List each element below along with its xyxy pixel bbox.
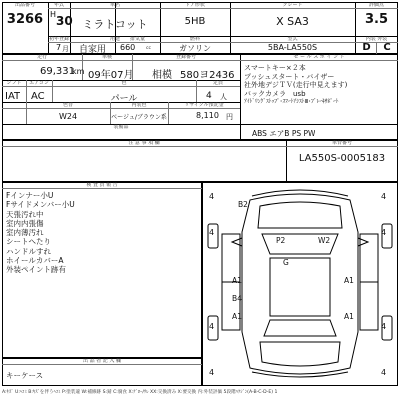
recycle-label: リサイクル預託金: [184, 102, 224, 108]
diagram-mark: 4: [381, 322, 387, 331]
chassis-label: 車台番号: [331, 140, 352, 146]
inspector-line: ハンドルすれ: [6, 246, 51, 256]
color-no-label: 色替: [62, 102, 73, 108]
inspector-line: ホイールカバーA: [6, 256, 64, 266]
inspection-label: 車検: [101, 54, 112, 60]
sales-points-list: [244, 64, 396, 107]
ac-label: エアコン: [29, 80, 49, 86]
car-name-label: 車名: [109, 2, 120, 8]
damage-code: W2: [318, 236, 331, 245]
diagram-mark: 4: [209, 192, 215, 201]
market-number: 580ヨ2436: [180, 70, 235, 81]
month-label: 初年登録: [48, 36, 69, 42]
ac-value: AC: [31, 91, 45, 102]
recycle-unit: 円: [226, 113, 233, 121]
doors-label: ドア形状: [185, 2, 205, 8]
seats-label: 定員: [212, 80, 223, 86]
seats-value: 4: [206, 91, 212, 101]
diagram-mark: 4: [209, 368, 215, 377]
recycle-value: 8,110: [196, 111, 219, 120]
doors-value: 5HB: [184, 16, 206, 27]
sales-point-line: 社外地デジＴＶ(走行中見えます): [244, 81, 348, 89]
equipment-value: ABS エアB PS PW: [252, 129, 316, 138]
diagram-mark: 4: [381, 192, 387, 201]
keycase-value: キーケース: [6, 371, 44, 380]
grade-label: グレード: [282, 2, 303, 8]
inspector-line: シートへたり: [6, 237, 51, 247]
sales-point-line: ｱｲﾄﾞﾘﾝｸﾞｽﾄｯﾌﾟ･ｽﾏｰﾄｱｼｽﾄⅢ･ﾌﾞﾚｰｷｻﾎﾟｰﾄ: [244, 99, 339, 105]
interior-color-label: 内装色: [131, 102, 147, 108]
shift-label: シフト: [6, 80, 22, 86]
car-name: ミラトコット: [82, 18, 148, 31]
month-unit: 月: [62, 45, 69, 53]
damage-code: A1: [344, 312, 354, 321]
mileage-label: 走行: [36, 54, 47, 60]
year-value: 30: [56, 14, 73, 28]
sales-points-title: セ ー ル ス ポ イ ン ト: [293, 54, 345, 60]
market-value: 相模: [152, 70, 172, 81]
interior-color-value: ベージュ/ブラウン系: [111, 114, 167, 121]
year-label: 年式: [53, 2, 64, 8]
color-no-value: W24: [58, 112, 78, 121]
diagram-mark: 4: [209, 228, 215, 237]
lot-number: 3266: [6, 12, 44, 27]
inspector-line: Fインナー小U: [6, 191, 54, 200]
mileage-unit: km: [72, 67, 85, 76]
inspector-title: 検 査 員 報 告: [86, 182, 118, 188]
inspector-line: 天張汚れ中: [6, 209, 44, 219]
month-value: 7: [56, 43, 62, 52]
color-value: パール: [110, 94, 138, 104]
sales-point-line: バックカメラ usb: [244, 89, 306, 98]
displacement-value: 660: [120, 43, 136, 52]
footer-legend: A:ｷｽﾞ U:ﾍｺﾐ B:ｷｽﾞを伴うﾍｺﾐ P:塗装違 W:補修跡 S:錆 C:腐食 X:ｸﾞﾛｰ/ﾜﾚ XX:交換済み X:要交換 内:外装評価 5段階ﾊｸｼﾞﾝ(A-B-C-D-E) 1: [2, 390, 278, 395]
inspector-line: 室内内張傷: [6, 218, 44, 228]
score-label: 評価点: [368, 2, 384, 8]
interior-grade: D: [362, 42, 371, 53]
inspector-line: 外装ペイント跡有: [6, 265, 66, 275]
diagram-mark: 4: [209, 322, 215, 331]
mileage-value: 69,331: [40, 66, 75, 77]
transmission-value: IAT: [5, 91, 21, 102]
damage-code: P2: [276, 236, 286, 245]
notes-title: 注 意 事 項 欄: [128, 140, 160, 146]
displacement-label: 排気量: [129, 36, 145, 42]
era-mark: H: [50, 10, 57, 19]
fuel-label: 燃料: [189, 36, 200, 42]
damage-code: B2: [238, 200, 248, 209]
damage-code: A1: [344, 276, 354, 285]
seller-title: 出 品 者 記 入 欄: [83, 358, 121, 364]
inspector-list: [6, 191, 75, 275]
cc-unit: cc: [146, 46, 151, 51]
usage-label: 用途: [109, 36, 120, 42]
diagram-mark: 4: [381, 228, 387, 237]
score-value: 3.5: [364, 12, 389, 27]
usage-value: 自家用: [78, 45, 106, 55]
fuel-value: ガソリン: [179, 44, 211, 53]
inspection-value: 09年07月: [88, 70, 134, 81]
chassis-number: LA550S-0005183: [298, 153, 386, 164]
damage-code: A1: [232, 276, 242, 285]
sales-point-line: プッシュスタート・バイザー: [244, 72, 335, 81]
exterior-grade: C: [383, 42, 391, 53]
grade-value: X SA3: [276, 15, 309, 28]
lot-label: 出品番号: [14, 2, 35, 8]
diagram-mark: 4: [381, 368, 387, 377]
damage-code: A1: [232, 312, 242, 321]
inspector-line: 室内薄汚れ: [6, 228, 44, 238]
inspector-line: Fサイドメンバー小U: [6, 200, 75, 210]
model-code: 5BA-LA550S: [267, 43, 318, 52]
color-label: 色: [121, 80, 127, 86]
model-code-label: 型式: [287, 36, 298, 42]
damage-code: B4: [232, 294, 242, 303]
market-label: 登録番号: [175, 54, 196, 60]
sales-point-line: スマートキー×２本: [244, 64, 306, 72]
ie-label: 内装 外装: [365, 36, 388, 42]
damage-code: G: [283, 258, 289, 267]
parts-label: 装備品: [113, 124, 129, 130]
seats-unit: 人: [220, 93, 227, 101]
